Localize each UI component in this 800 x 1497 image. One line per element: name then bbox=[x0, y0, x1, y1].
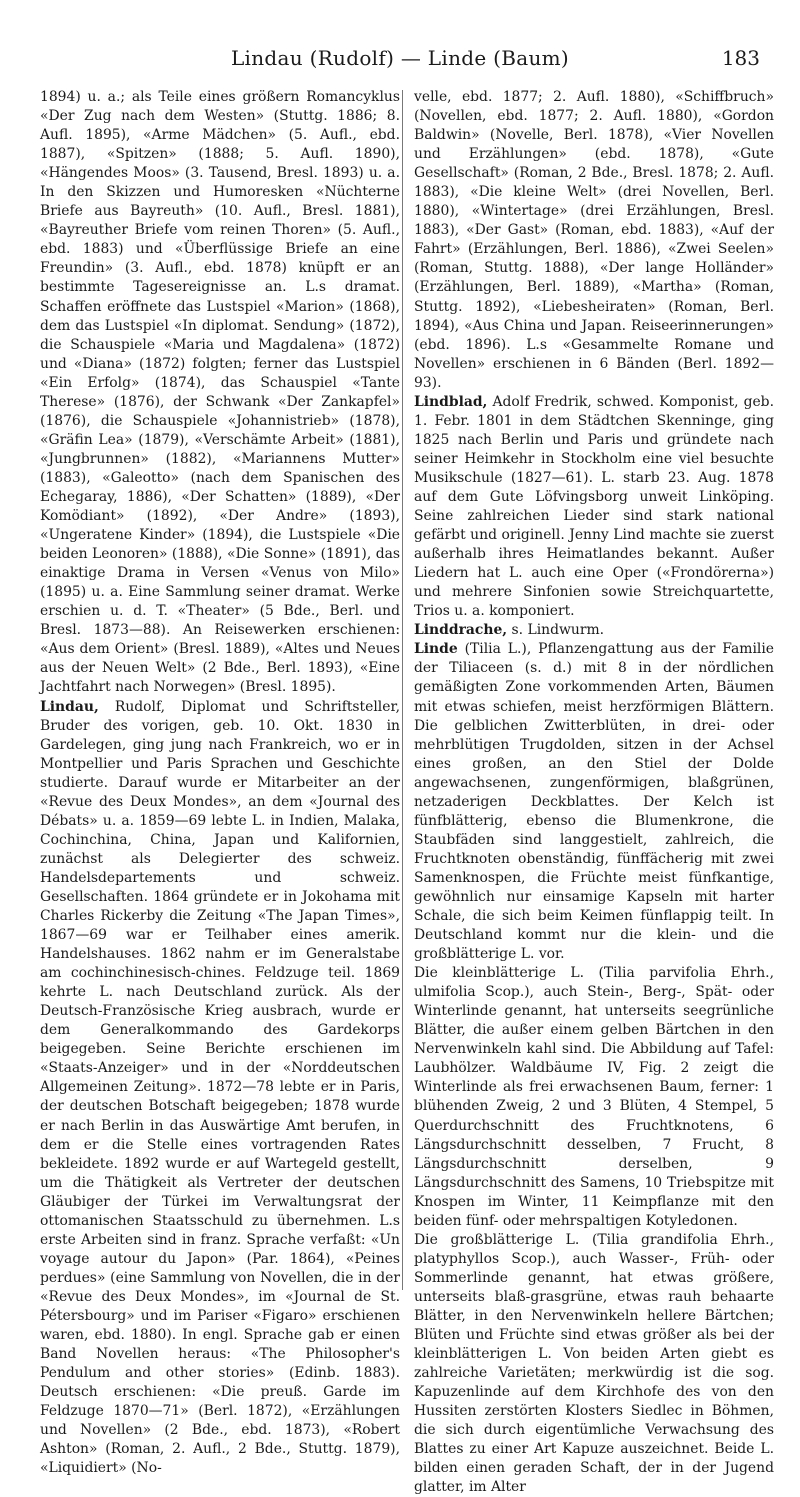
lindau-rudolf-continuation: velle, ebd. 1877; 2. Aufl. 1880), «Schiffbruch» (Novellen, ebd. 1877; 2. Aufl. 1880), «Gordon Baldwin» (Novelle, Berl. 1878), «Vier Novellen und Erzählungen» (ebd. 1878), «Gute Gesellschaft» (Roman, 2 Bde., Bresl. 1878; 2. Aufl. 1883), «Die kleine Welt» (drei Novellen, Berl. 1880), «Wintertage» (drei Erzählungen, Bresl. 1883), «Der Gast» (Roman, ebd. 1883), «Auf der Fahrt» (Erzählungen, Berl. 1886), «Zwei Seelen» (Roman, Stuttg. 1888), «Der lange Holländer» (Erzählungen, Berl. 1889), «Martha» (Roman, Stuttg. 1892), «Liebesheiraten» (Roman, Berl. 1894), «Aus China und Japan. Reiseerinnerungen» (ebd. 1896). L.s «Gesammelte Romane und Novellen» erschienen in 6 Bänden (Berl. 1892—93). bbox=[414, 89, 774, 391]
entry-headword: Lindblad, bbox=[414, 393, 488, 410]
entry-linde bbox=[414, 640, 774, 964]
paragraph-kleinblaetterige: Die kleinblätterige L. (Tilia parvifolia Ehrh., ulmifolia Scop.), auch Stein-, Berg-, Spät- oder Winterlinde genannt, hat unterseits seegrünliche Blätter, die außer einem gelben Bärtchen in den Nervenwinkeln kahl sind. Die Abbildung auf Tafel: Laubhölzer. Waldbäume IV, Fig. 2 zeigt die Winterlinde als frei erwachsenen Baum, ferner: 1 blühenden Zweig, 2 und 3 Blüten, 4 Stempel, 5 Querdurchschnitt des Fruchtknotens, 6 Längsdurchschnitt desselben, 7 Frucht, 8 Längsdurchschnitt derselben, 9 Längsdurchschnitt des Samens, 10 Triebspitze mit Knospen im Winter, 11 Keimpflanze mit den beiden fünf- oder mehrspaltigen Kotyledonen. bbox=[414, 965, 774, 1229]
left-column bbox=[40, 88, 400, 1478]
entry-text: Adolf Fredrik, schwed. Komponist, geb. 1. Febr. 1801 in dem Städtchen Skenninge, ging 1825 nach Berlin und Paris und gründete nach seiner Heimkehr in Stockholm eine viel besuchte Musikschule (1827—61). L. starb 23. Aug. 1878 auf dem Gute Löfvingsborg unweit Linköping. Seine zahlreichen Lieder sind stark national gefärbt und originell. Jenny Lind machte sie zuerst außerhalb ihres Heimatlandes bekannt. Außer Liedern hat L. auch eine Oper («Frondörerna») und mehrere Sinfonien sowie Streichquartette, Trios u. a. komponiert. bbox=[414, 393, 774, 620]
paragraph-grossblaetterige: Die großblätterige L. (Tilia grandifolia Ehrh., platyphyllos Scop.), auch Wasser-, Früh- oder Sommerlinde genannt, hat etwas größere, unterseits blaß-grasgrüne, etwas rauh behaarte Blätter, in den Nervenwinkeln hellere Bärtchen; Blüten und Früchte sind etwas größer als bei der kleinblätterigen L. Von beiden Arten giebt es zahlreiche Varietäten; merkwürdig ist die sog. Kapuzenlinde auf dem Kirchhofe des von den Hussiten zerstörten Klosters Siedlec in Böhmen, die sich durch eigentümliche Verwachsung des Blattes zu einer Art Kapuze auszeichnet. Beide L. bilden einen geraden Schaft, der in der Jugend glatter, im Alter bbox=[414, 1231, 774, 1496]
page-header bbox=[0, 0, 800, 70]
entry-headword: Linde bbox=[414, 641, 458, 658]
right-column bbox=[414, 88, 774, 1497]
entry-text: s. Lindwurm. bbox=[507, 622, 605, 639]
entry-linddrache bbox=[414, 621, 774, 640]
entry-lindblad bbox=[414, 393, 774, 622]
running-title: Lindau (Rudolf) — Linde (Baum) bbox=[230, 46, 570, 70]
lindau-paul-continuation: 1894) u. a.; als Teile eines größern Romancyklus «Der Zug nach dem Westen» (Stuttg. 1886; 8. Aufl. 1895), «Arme Mädchen» (5. Aufl., ebd. 1887), «Spitzen» (1888; 5. Aufl. 1890), «Hängendes Moos» (3. Tausend, Bresl. 1893) u. a. In den Skizzen und Humoresken «Nüchterne Briefe aus Bayreuth» (10. Aufl., Bresl. 1881), «Bayreuther Briefe vom reinen Thoren» (5. Aufl., ebd. 1883) und «Überflüssige Briefe an eine Freundin» (3. Aufl., ebd. 1878) knüpft er an bestimmte Tagesereignisse an. L.s dramat. Schaffen eröffnete das Lustspiel «Marion» (1868), dem das Lustspiel «In diplomat. Sendung» (1872), die Schauspiele «Maria und Magdalena» (1872) und «Diana» (1872) folgten; ferner das Lustspiel «Ein Erfolg» (1874), das Schauspiel «Tante Therese» (1876), der Schwank «Der Zankapfel» (1876), die Schauspiele «Johannistrieb» (1878), «Gräfin Lea» (1879), «Verschämte Arbeit» (1881), «Jungbrunnen» (1882), «Mariannens Mutter» (1883), «Galeotto» (nach dem Spanischen des Echegaray, 1886), «Der Schatten» (1889), «Der Komödiant» (1892), «Der Andre» (1893), «Ungeratene Kinder» (1894), die Lustspiele «Die beiden Leonoren» (1888), «Die Sonne» (1891), das einaktige Drama in Versen «Venus von Milo» (1895) u. a. Eine Sammlung seiner dramat. Werke erschien u. d. T. «Theater» (5 Bde., Berl. und Bresl. 1873—88). An Reisewerken erschienen: «Aus dem Orient» (Bresl. 1889), «Altes und Neues aus der Neuen Welt» (2 Bde., Berl. 1893), «Eine Jachtfahrt nach Norwegen» (Bresl. 1895). bbox=[40, 89, 400, 696]
entry-text: (Tilia L.), Pflanzengattung aus der Familie der Tiliaceen (s. d.) mit 8 in der nördlichen gemäßigten Zone vorkommenden Arten, Bäumen mit etwas schiefen, meist herzförmigen Blättern. Die gelblichen Zwitterblüten, in drei- oder mehrblütigen Trugdolden, sitzen in der Achsel eines großen, an den Stiel der Dolde angewachsenen, zungenförmigen, blaßgrünen, netzaderigen Deckblattes. Der Kelch ist fünfblätterig, ebenso die Blumenkrone, die Staubfäden sind langgestielt, zahlreich, die Fruchtknoten obenständig, fünffächerig mit zwei Samenknospen, die Früchte meist fünfkantige, gewöhnlich nur einsamige Kapseln mit harter Schale, die sich beim Keimen fünflappig teilt. In Deutschland kommt nur die klein- und die großblätterige L. vor. bbox=[414, 641, 774, 963]
column-divider bbox=[402, 90, 403, 1290]
page-number: 183 bbox=[721, 46, 760, 70]
entry-text: Rudolf, Diplomat und Schriftsteller, Bruder des vorigen, geb. 10. Okt. 1830 in Gardelegen, ging jung nach Frankreich, wo er in Montpellier und Paris Sprachen und Geschichte studierte. Darauf wurde er Mitarbeiter an der «Revue des Deux Mondes», an dem «Journal des Débats» u. a. 1859—69 lebte L. in Indien, Malaka, Cochinchina, China, Japan und Kalifornien, zunächst als Delegierter des schweiz. Handelsdepartements und schweiz. Gesellschaften. 1864 gründete er in Jokohama mit Charles Rickerby die Zeitung «The Japan Times», 1867—69 war er Teilhaber eines amerik. Handelshauses. 1862 nahm er im Generalstabe am cochinchinesisch-chines. Feldzuge teil. 1869 kehrte L. nach Deutschland zurück. Als der Deutsch-Französische Krieg ausbrach, wurde er dem Generalkommando des Gardekorps beigegeben. Seine Berichte erschienen im «Staats-Anzeiger» und in der «Norddeutschen Allgemeinen Zeitung». 1872—78 lebte er in Paris, der deutschen Botschaft beigegeben; 1878 wurde er nach Berlin in das Auswärtige Amt berufen, in dem er die Stelle eines vortragenden Rates bekleidete. 1892 wurde er auf Wartegeld gestellt, um die Thätigkeit als Vertreter der deutschen Gläubiger der Türkei im Verwaltungsrat der ottomanischen Staatsschuld zu übernehmen. L.s erste Arbeiten sind in franz. Sprache verfaßt: «Un voyage autour du Japon» (Par. 1864), «Peines perdues» (eine Sammlung von Novellen, die in der «Revue des Deux Mondes», im «Journal de St. Pétersbourg» und im Pariser «Figaro» erschienen waren, ebd. 1880). In engl. Sprache gab er einen Band Novellen heraus: «The Philosopher's Pendulum and other stories» (Edinb. 1883). Deutsch erschienen: «Die preuß. Garde im Feldzuge 1870—71» (Berl. 1872), «Erzählungen und Novellen» (2 Bde., ebd. 1873), «Robert Ashton» (Roman, 2. Aufl., 2 Bde., Stuttg. 1879), «Liquidiert» (No- bbox=[40, 698, 400, 1477]
entry-lindau-rudolf bbox=[40, 698, 400, 1479]
entry-headword: Linddrache, bbox=[414, 622, 508, 639]
entry-headword: Lindau, bbox=[40, 698, 99, 715]
